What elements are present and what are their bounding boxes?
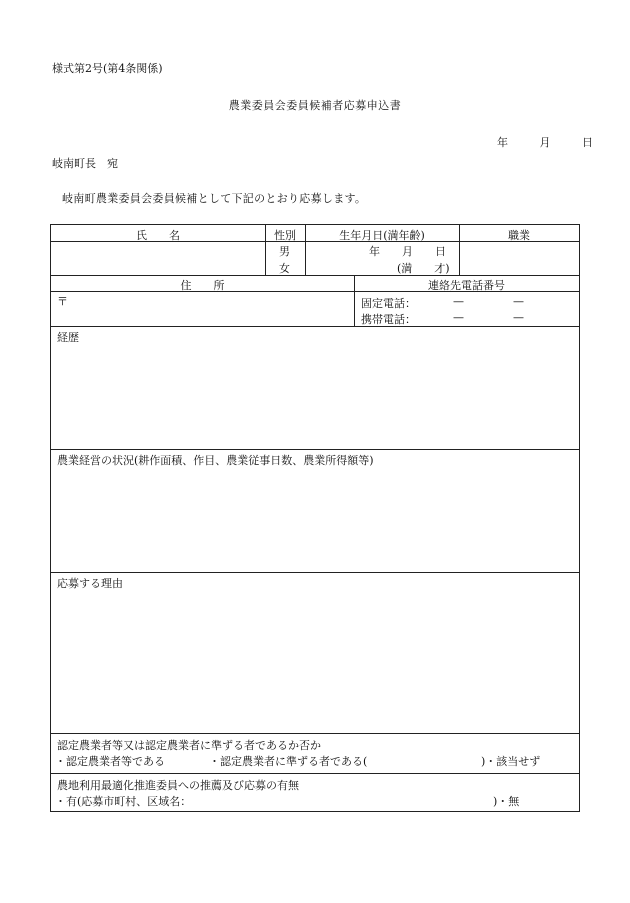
occupation-header: 職業 (508, 229, 530, 242)
landline-dash: — (453, 295, 464, 308)
sex-header: 性別 (274, 229, 296, 242)
sex-female: 女 (279, 262, 290, 275)
document-title: 農業委員会委員候補者応募申込書 (228, 99, 402, 112)
row-rule (51, 733, 579, 734)
mobile-dash: — (453, 311, 464, 324)
date-year: 年 (497, 136, 508, 149)
age: (満 才) (397, 262, 450, 275)
farming-status-label: 農業経営の状況(耕作面積、作目、農業従事日数、農業所得額等) (57, 454, 374, 467)
landline-label: 固定電話： (361, 297, 416, 310)
certified-question: 認定農業者等又は認定農業者に準ずる者であるか否か (57, 739, 321, 752)
birth-header: 生年月日(満年齢) (339, 229, 425, 242)
form-number: 様式第2号(第4条関係) (52, 62, 163, 75)
career-label: 経歴 (57, 331, 79, 344)
addressee: 岐南町長 宛 (52, 157, 118, 170)
mobile-dash: — (513, 311, 524, 324)
recommend-option-no: )・無 (493, 795, 520, 808)
name-header: 氏 名 (136, 229, 180, 242)
intro-statement: 岐南町農業委員会委員候補として下記のとおり応募します。 (62, 192, 367, 205)
recommend-option-yes: ・有(応募市町村、区域名： (55, 795, 192, 808)
sex-male: 男 (279, 245, 290, 258)
application-form-table (50, 224, 580, 812)
postal-mark: 〒 (57, 295, 68, 308)
certified-option-none: )・該当せず (481, 755, 541, 768)
address-header: 住 所 (180, 279, 225, 292)
row-rule (51, 326, 579, 327)
row-rule (51, 275, 579, 276)
row-rule (51, 449, 579, 450)
landline-dash: — (513, 295, 524, 308)
date-line (497, 134, 593, 150)
certified-option-equivalent: ・認定農業者に準ずる者である( (209, 755, 368, 768)
phone-header: 連絡先電話番号 (428, 279, 505, 292)
certified-option-yes: ・認定農業者等である (55, 755, 165, 768)
row-rule (51, 572, 579, 573)
row-rule (51, 773, 579, 774)
mobile-label: 携帯電話： (361, 313, 416, 326)
recommend-question: 農地利用最適化推進委員への推薦及び応募の有無 (57, 779, 299, 792)
birth-date: 年 月 日 (369, 245, 446, 258)
date-day: 日 (582, 136, 593, 149)
date-month: 月 (539, 136, 551, 149)
reason-label: 応募する理由 (57, 577, 123, 590)
